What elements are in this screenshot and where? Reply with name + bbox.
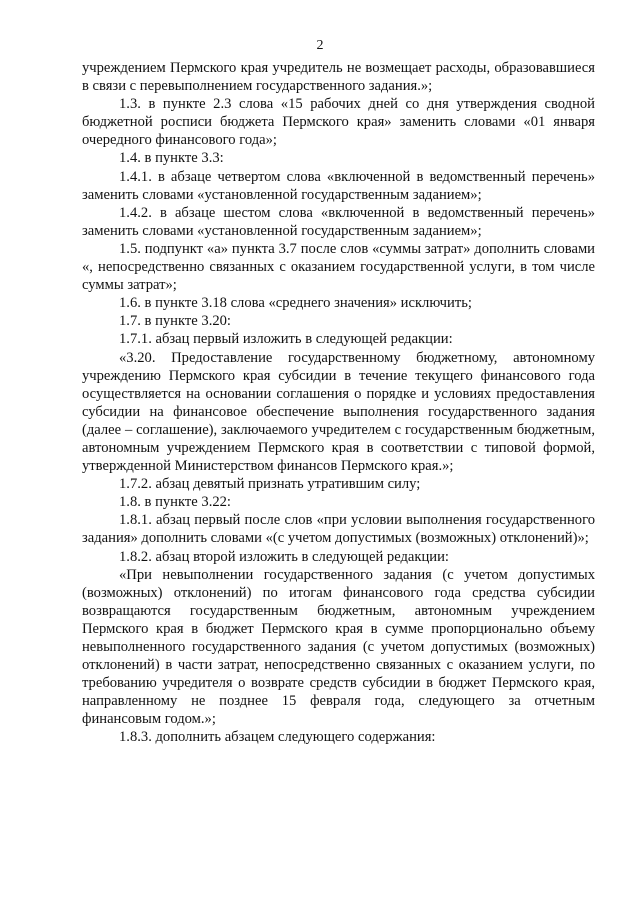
paragraph-item-1-5: 1.5. подпункт «а» пункта 3.7 после слов «суммы затрат» дополнить словами «, непосредственно связанных с оказанием государственной услуги, в том числе суммы затрат»;	[82, 240, 595, 294]
page-number: 2	[316, 38, 324, 53]
document-body	[82, 59, 595, 747]
paragraph-continuation: учреждением Пермского края учредитель не возмещает расходы, образовавшиеся в связи с перевыполнением государственного задания.»;	[82, 60, 595, 95]
paragraph-item-1-7-1: 1.7.1. абзац первый изложить в следующей редакции:	[119, 331, 453, 348]
paragraph-item-1-3: 1.3. в пункте 2.3 слова «15 рабочих дней со дня утверждения сводной бюджетной росписи бюджета Пермского края» заменить словами «01 января очередного финансового года»;	[82, 96, 595, 149]
paragraph-item-1-4: 1.4. в пункте 3.3:	[119, 150, 224, 167]
paragraph-item-1-7: 1.7. в пункте 3.20:	[119, 313, 231, 330]
paragraph-item-1-7-2: 1.7.2. абзац девятый признать утратившим силу;	[119, 476, 421, 493]
paragraph-item-1-8-2: 1.8.2. абзац второй изложить в следующей редакции:	[119, 548, 449, 565]
paragraph-quote-3-20: «3.20. Предоставление государственному бюджетному, автономному учреждению Пермского края субсидии в течение текущего финансового года осуществляется на основании соглашения о порядке и условиях предоставления субсидии на финансовое обеспечение выполнения государственного задания (далее – соглашение), заключаемого учредителем с государственным бюджетным, автономным учреждением Пермского края в соответствии с типовой формой, утвержденной Министерством финансов Пермского края.»;	[82, 349, 595, 475]
paragraph-quote-second-abzac: «При невыполнении государственного задания (с учетом допустимых (возможных) отклонений) по итогам финансового года средства субсидии возвращаются государственным бюджетным, автономным учреждением Пермского края в бюджет Пермского края в сумме пропорционально объему невыполненного государственного задания (с учетом допустимых (возможных) отклонений) в части затрат, непосредственно связанных с оказанием услуги, по требованию учредителя о возврате средств субсидии в бюджет Пермского края, направленному не позднее 15 февраля года, следующего за отчетным финансовым годом.»;	[82, 566, 595, 728]
paragraph-item-1-4-1: 1.4.1. в абзаце четвертом слова «включенной в ведомственный перечень» заменить словами «установленной государственным заданием»;	[82, 168, 595, 203]
paragraph-item-1-8-1: 1.8.1. абзац первый после слов «при условии выполнения государственного задания» дополнить словами «(с учетом допустимых (возможных) отклонений)»;	[82, 512, 595, 547]
paragraph-item-1-4-2: 1.4.2. в абзаце шестом слова «включенной в ведомственный перечень» заменить словами «установленной государственным заданием»;	[82, 204, 595, 239]
paragraph-item-1-8: 1.8. в пункте 3.22:	[119, 494, 231, 511]
paragraph-item-1-8-3: 1.8.3. дополнить абзацем следующего содержания:	[119, 729, 436, 746]
paragraph-item-1-6: 1.6. в пункте 3.18 слова «среднего значения» исключить;	[119, 295, 472, 312]
